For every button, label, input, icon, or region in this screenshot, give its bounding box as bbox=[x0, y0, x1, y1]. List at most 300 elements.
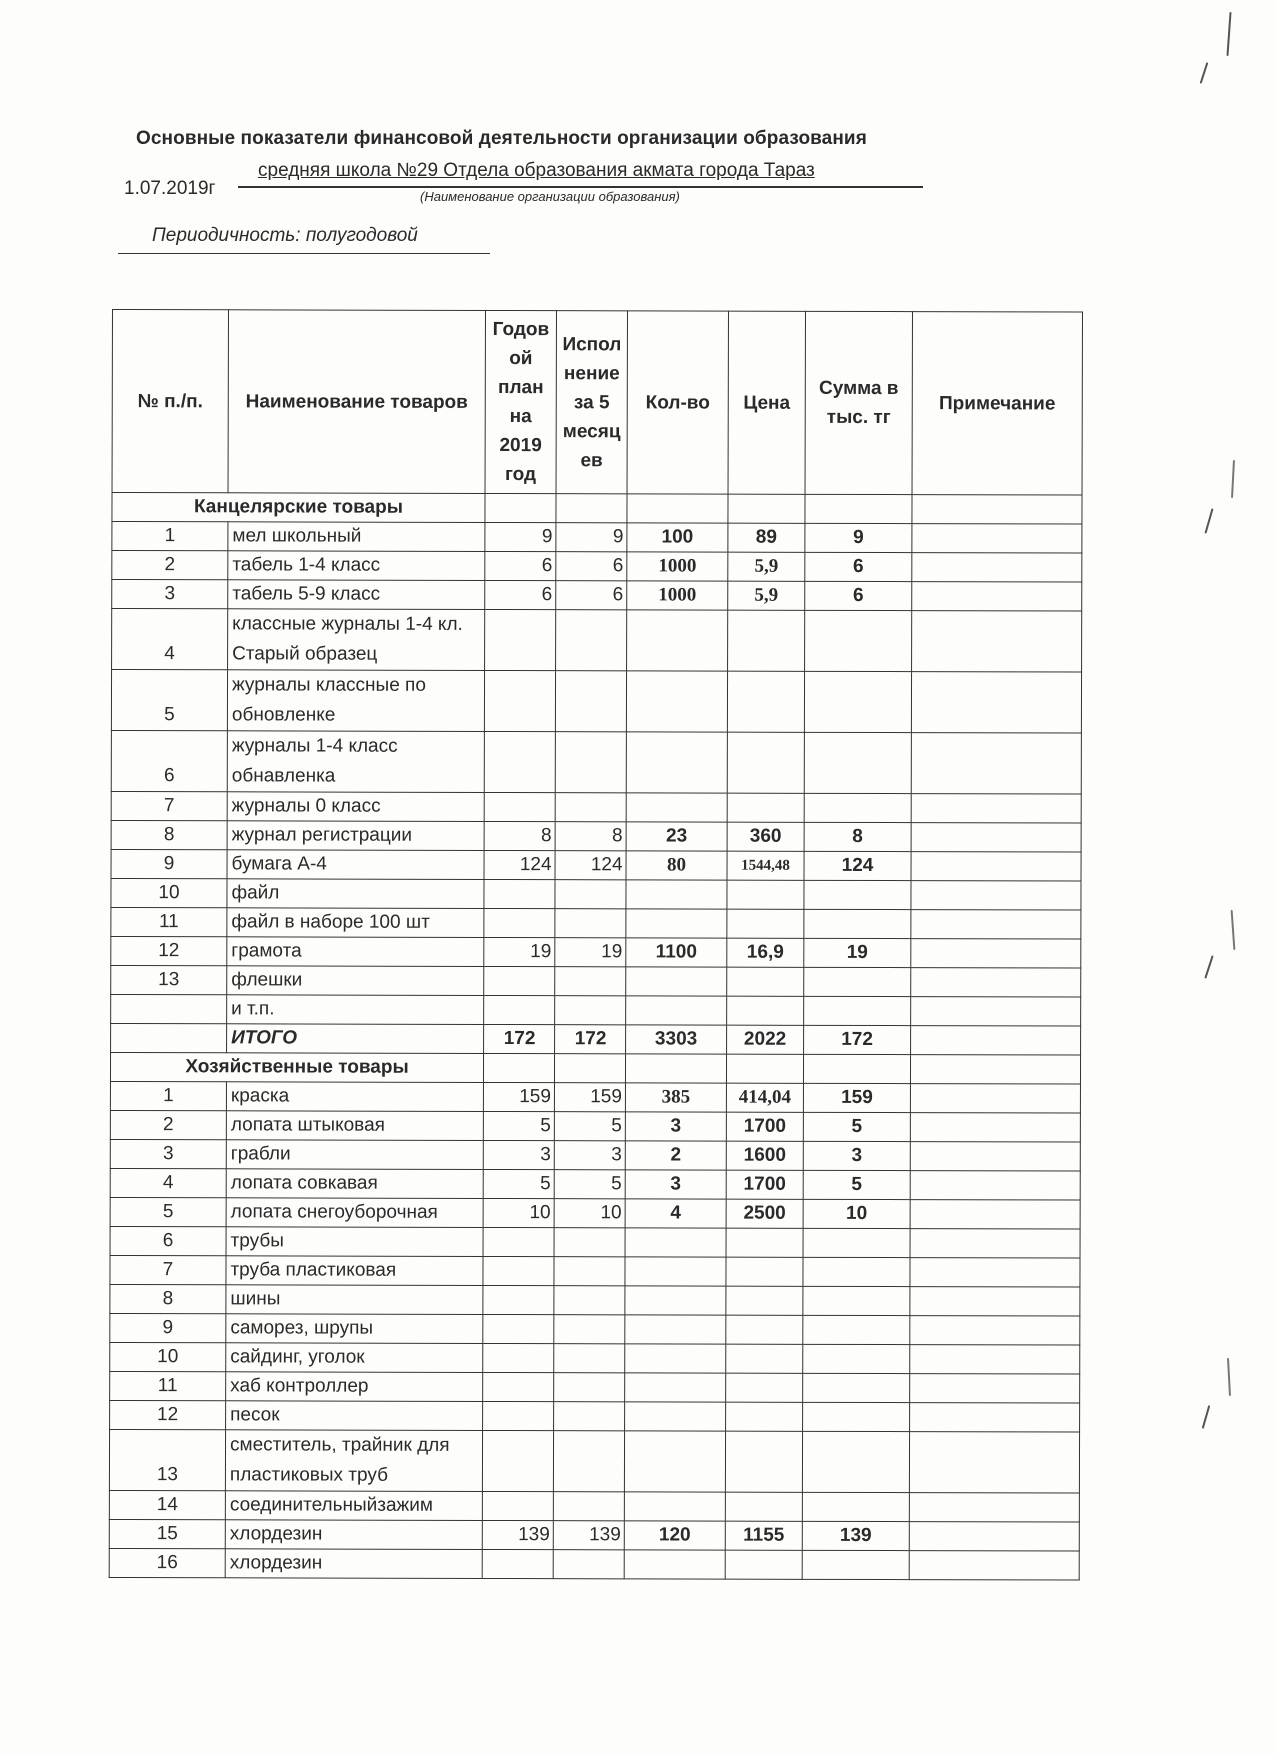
table-row bbox=[112, 609, 1082, 673]
quantity-value bbox=[625, 1315, 726, 1344]
item-name: файл в наборе 100 шт bbox=[227, 908, 484, 938]
section-sum-cell bbox=[803, 1054, 910, 1083]
total-row bbox=[111, 1023, 1081, 1055]
note-value bbox=[910, 1113, 1080, 1142]
row-number: 13 bbox=[109, 1429, 225, 1490]
price-value bbox=[726, 1344, 803, 1373]
execution-value: 5 bbox=[554, 1170, 625, 1199]
scan-mark bbox=[1204, 508, 1213, 534]
row-number: 15 bbox=[109, 1519, 225, 1548]
execution-value bbox=[554, 1228, 625, 1257]
item-name: флешки bbox=[227, 966, 484, 996]
table-row bbox=[110, 1110, 1080, 1142]
quantity-value: 1000 bbox=[627, 581, 728, 610]
sum-value: 9 bbox=[805, 523, 912, 552]
table-row bbox=[111, 670, 1081, 734]
table-row bbox=[111, 878, 1081, 910]
note-value bbox=[910, 1258, 1080, 1287]
row-number: 4 bbox=[110, 1168, 226, 1197]
sum-value bbox=[803, 1257, 910, 1286]
note-value bbox=[910, 1229, 1080, 1258]
note-value bbox=[911, 997, 1081, 1026]
table-row bbox=[111, 791, 1081, 823]
header-name: Наименование товаров bbox=[228, 310, 485, 494]
document-title: Основные показатели финансовой деятельности организации образования bbox=[136, 128, 867, 149]
section-header-row bbox=[112, 493, 1082, 525]
table-row bbox=[110, 1284, 1080, 1316]
quantity-value bbox=[626, 732, 727, 793]
row-number: 5 bbox=[110, 1197, 226, 1226]
header-line: ой bbox=[509, 348, 533, 370]
price-value bbox=[725, 1550, 802, 1579]
table-row bbox=[110, 1197, 1080, 1229]
quantity-value bbox=[624, 1431, 725, 1492]
price-value bbox=[725, 1431, 802, 1492]
quantity-value: 4 bbox=[625, 1199, 726, 1228]
sum-value: 8 bbox=[804, 822, 911, 851]
sum-value bbox=[802, 1550, 909, 1579]
execution-value: 9 bbox=[556, 523, 627, 552]
note-value bbox=[912, 611, 1082, 672]
table-row bbox=[112, 580, 1082, 612]
sum-value bbox=[804, 732, 911, 793]
note-value bbox=[909, 1493, 1079, 1522]
note-value bbox=[911, 852, 1081, 881]
row-number: 16 bbox=[109, 1548, 225, 1577]
note-value bbox=[911, 672, 1081, 733]
price-value: 1155 bbox=[725, 1521, 802, 1550]
table-row bbox=[109, 1429, 1079, 1493]
quantity-value bbox=[625, 1257, 726, 1286]
sum-value: 6 bbox=[805, 552, 912, 581]
header-qty: Кол-во bbox=[627, 311, 728, 494]
note-value bbox=[910, 1142, 1080, 1171]
row-number: 9 bbox=[110, 1313, 226, 1342]
price-value: 89 bbox=[728, 523, 805, 552]
quantity-value: 2 bbox=[625, 1141, 726, 1170]
quantity-value bbox=[625, 1228, 726, 1257]
section-note-cell bbox=[912, 495, 1082, 524]
scan-mark bbox=[1231, 910, 1236, 950]
total-sum: 172 bbox=[804, 1025, 911, 1054]
execution-value: 3 bbox=[554, 1141, 625, 1170]
sum-value bbox=[803, 1286, 910, 1315]
header-execution-lines bbox=[561, 330, 623, 475]
row-number: 11 bbox=[110, 1371, 226, 1400]
row-number: 10 bbox=[111, 878, 227, 907]
sum-value bbox=[802, 1492, 909, 1521]
note-value bbox=[911, 910, 1081, 939]
table-row bbox=[110, 1081, 1080, 1113]
item-name: саморез, шрупы bbox=[226, 1314, 483, 1344]
row-number: 14 bbox=[109, 1490, 225, 1519]
price-value bbox=[726, 1373, 803, 1402]
header-price: Цена bbox=[728, 311, 805, 494]
row-number: 6 bbox=[111, 730, 227, 791]
item-name: лопата совкавая bbox=[226, 1169, 483, 1199]
item-name: бумага А-4 bbox=[227, 850, 484, 880]
sum-value bbox=[802, 1431, 909, 1492]
execution-value bbox=[554, 1257, 625, 1286]
execution-value bbox=[555, 671, 626, 732]
price-value bbox=[727, 671, 804, 732]
item-name: труба пластиковая bbox=[226, 1256, 483, 1286]
row-number: 3 bbox=[112, 580, 228, 609]
execution-value bbox=[553, 1550, 624, 1579]
sum-value: 159 bbox=[803, 1083, 910, 1112]
annual-plan-value bbox=[482, 1491, 553, 1520]
header-line: 2019 bbox=[499, 435, 542, 457]
header-annual-plan bbox=[485, 310, 556, 493]
price-value: 360 bbox=[727, 822, 804, 851]
header-line: за 5 bbox=[573, 391, 610, 413]
sum-value bbox=[804, 967, 911, 996]
execution-value bbox=[553, 1492, 624, 1521]
header-line: на bbox=[509, 406, 532, 428]
note-value bbox=[909, 1432, 1079, 1493]
item-name: сместитель, трайник для пластиковых труб bbox=[225, 1430, 482, 1492]
row-number: 7 bbox=[111, 791, 227, 820]
note-value bbox=[910, 1316, 1080, 1345]
price-value: 16,9 bbox=[727, 938, 804, 967]
row-number: 1 bbox=[110, 1081, 226, 1110]
item-name: лопата снегоуборочная bbox=[226, 1198, 483, 1228]
total-quantity: 3303 bbox=[626, 1025, 727, 1054]
annual-plan-value: 10 bbox=[483, 1198, 554, 1227]
execution-value bbox=[555, 909, 626, 938]
annual-plan-value: 159 bbox=[483, 1082, 554, 1111]
organization-caption: (Наименование организации образования) bbox=[420, 189, 680, 204]
execution-value bbox=[554, 1286, 625, 1315]
quantity-value bbox=[625, 1373, 726, 1402]
execution-value: 19 bbox=[555, 938, 626, 967]
total-number-cell bbox=[111, 1023, 227, 1052]
item-name: грабли bbox=[226, 1140, 483, 1170]
note-value bbox=[912, 524, 1082, 553]
item-name: табель 5-9 класс bbox=[228, 580, 485, 610]
report-date: 1.07.2019г bbox=[124, 178, 216, 199]
annual-plan-value: 9 bbox=[485, 522, 556, 551]
row-number: 13 bbox=[111, 965, 227, 994]
item-name: трубы bbox=[226, 1227, 483, 1257]
quantity-value: 120 bbox=[624, 1521, 725, 1550]
section-plan-cell bbox=[485, 493, 556, 522]
item-name: классные журналы 1-4 кл. Старый образец bbox=[228, 609, 485, 671]
item-name: сайдинг, уголок bbox=[226, 1343, 483, 1373]
price-value bbox=[727, 880, 804, 909]
annual-plan-value bbox=[484, 995, 555, 1024]
header-note: Примечание bbox=[912, 312, 1082, 495]
execution-value bbox=[554, 1315, 625, 1344]
item-name: хлордезин bbox=[225, 1520, 482, 1550]
header-annual-plan-lines bbox=[490, 315, 552, 489]
table-body bbox=[109, 493, 1082, 1581]
quantity-value bbox=[626, 967, 727, 996]
item-name: журналы 1-4 класс обнавленка bbox=[227, 731, 484, 793]
row-number: 12 bbox=[110, 1400, 226, 1429]
periodicity: Периодичность: полугодовой bbox=[152, 225, 418, 246]
quantity-value bbox=[626, 671, 727, 732]
note-value bbox=[910, 1084, 1080, 1113]
row-number: 2 bbox=[110, 1110, 226, 1139]
quantity-value bbox=[627, 610, 728, 671]
item-name: журналы 0 класс bbox=[227, 792, 484, 822]
table-row bbox=[109, 1519, 1079, 1551]
section-qty-cell bbox=[625, 1054, 726, 1083]
price-value: 414,04 bbox=[726, 1083, 803, 1112]
price-value bbox=[726, 1315, 803, 1344]
note-value bbox=[910, 1403, 1080, 1432]
note-value bbox=[911, 794, 1081, 823]
annual-plan-value bbox=[482, 1430, 553, 1491]
header-line: план bbox=[497, 377, 544, 399]
row-number: 2 bbox=[112, 551, 228, 580]
execution-value bbox=[554, 1402, 625, 1431]
annual-plan-value bbox=[484, 731, 555, 792]
execution-value bbox=[555, 967, 626, 996]
section-price-cell bbox=[726, 1054, 803, 1083]
note-value bbox=[909, 1522, 1079, 1551]
row-number: 11 bbox=[111, 907, 227, 936]
price-value: 1700 bbox=[726, 1112, 803, 1141]
item-name: краска bbox=[226, 1082, 483, 1112]
execution-value bbox=[554, 1344, 625, 1373]
annual-plan-value: 3 bbox=[483, 1140, 554, 1169]
note-value bbox=[910, 1200, 1080, 1229]
quantity-value bbox=[626, 793, 727, 822]
total-price: 2022 bbox=[727, 1025, 804, 1054]
quantity-value: 3 bbox=[625, 1170, 726, 1199]
price-value bbox=[725, 1492, 802, 1521]
quantity-value bbox=[626, 996, 727, 1025]
table-row bbox=[110, 1342, 1080, 1374]
annual-plan-value bbox=[483, 1401, 554, 1430]
sum-value: 3 bbox=[803, 1141, 910, 1170]
row-number: 1 bbox=[112, 522, 228, 551]
periodicity-underline bbox=[118, 253, 490, 254]
note-value bbox=[910, 1171, 1080, 1200]
header-sum-lines bbox=[810, 374, 908, 432]
execution-value: 6 bbox=[556, 552, 627, 581]
item-name: и т.п. bbox=[227, 995, 484, 1025]
item-name: файл bbox=[227, 879, 484, 909]
section-qty-cell bbox=[627, 494, 728, 523]
price-value bbox=[726, 1402, 803, 1431]
header-num: № п./п. bbox=[112, 310, 228, 493]
price-value bbox=[726, 1228, 803, 1257]
annual-plan-value bbox=[484, 966, 555, 995]
price-value bbox=[726, 1257, 803, 1286]
quantity-value: 1100 bbox=[626, 938, 727, 967]
sum-value bbox=[803, 1228, 910, 1257]
price-value: 5,9 bbox=[728, 581, 805, 610]
header-line: нение bbox=[563, 362, 620, 384]
section-exec-cell bbox=[554, 1054, 625, 1083]
sum-value: 19 bbox=[804, 938, 911, 967]
quantity-value bbox=[624, 1550, 725, 1579]
item-name: соединительныйзажим bbox=[225, 1491, 482, 1521]
note-value bbox=[911, 733, 1081, 794]
annual-plan-value bbox=[483, 1343, 554, 1372]
header-line: Годов bbox=[492, 318, 550, 341]
annual-plan-value: 124 bbox=[484, 850, 555, 879]
item-name: журнал регистрации bbox=[227, 821, 484, 851]
quantity-value bbox=[626, 880, 727, 909]
total-execution: 172 bbox=[555, 1025, 626, 1054]
table-row bbox=[110, 1255, 1080, 1287]
note-value bbox=[910, 1287, 1080, 1316]
row-number: 8 bbox=[111, 820, 227, 849]
table-row bbox=[110, 1168, 1080, 1200]
row-number: 12 bbox=[111, 936, 227, 965]
table-row bbox=[110, 1139, 1080, 1171]
price-value: 1600 bbox=[726, 1141, 803, 1170]
table-row bbox=[111, 936, 1081, 968]
execution-value bbox=[555, 732, 626, 793]
quantity-value: 80 bbox=[626, 851, 727, 880]
item-name: хаб контроллер bbox=[226, 1372, 483, 1402]
row-number: 4 bbox=[112, 609, 228, 670]
sum-value bbox=[804, 909, 911, 938]
annual-plan-value bbox=[484, 670, 555, 731]
row-number: 5 bbox=[111, 670, 227, 731]
price-value: 1700 bbox=[726, 1170, 803, 1199]
section-title: Канцелярские товары bbox=[112, 493, 485, 523]
quantity-value bbox=[626, 909, 727, 938]
sum-value: 124 bbox=[804, 851, 911, 880]
execution-value: 10 bbox=[554, 1199, 625, 1228]
annual-plan-value bbox=[484, 792, 555, 821]
table-row bbox=[112, 522, 1082, 554]
header-sum bbox=[805, 311, 912, 494]
annual-plan-value bbox=[483, 1314, 554, 1343]
note-value bbox=[911, 968, 1081, 997]
price-value: 1544,48 bbox=[727, 851, 804, 880]
section-sum-cell bbox=[805, 494, 912, 523]
header-line: год bbox=[504, 464, 537, 486]
annual-plan-value bbox=[483, 1285, 554, 1314]
sum-value: 6 bbox=[805, 581, 912, 610]
sum-value: 5 bbox=[803, 1170, 910, 1199]
scan-mark bbox=[1227, 1358, 1231, 1396]
table-row bbox=[111, 820, 1081, 852]
annual-plan-value bbox=[482, 1549, 553, 1578]
price-value bbox=[727, 732, 804, 793]
scan-mark bbox=[1200, 62, 1209, 84]
item-name: грамота bbox=[227, 937, 484, 967]
price-value bbox=[727, 793, 804, 822]
sum-value bbox=[803, 1373, 910, 1402]
price-value bbox=[728, 610, 805, 671]
note-value bbox=[909, 1551, 1079, 1580]
quantity-value: 385 bbox=[625, 1083, 726, 1112]
item-name: журналы классные по обновленке bbox=[227, 670, 484, 732]
item-name: мел школьный bbox=[228, 522, 485, 552]
annual-plan-value bbox=[484, 908, 555, 937]
price-value bbox=[727, 967, 804, 996]
financial-indicators-table bbox=[109, 309, 1083, 1581]
quantity-value bbox=[625, 1344, 726, 1373]
header-line: месяц bbox=[562, 420, 621, 442]
note-value bbox=[911, 823, 1081, 852]
quantity-value: 100 bbox=[627, 523, 728, 552]
item-name: песок bbox=[226, 1401, 483, 1431]
annual-plan-value: 6 bbox=[485, 551, 556, 580]
organization-name: средняя школа №29 Отдела образования акмата города Тараз bbox=[258, 160, 815, 181]
table-row bbox=[110, 1400, 1080, 1432]
scan-mark bbox=[1226, 12, 1231, 56]
total-label: ИТОГО bbox=[227, 1024, 484, 1054]
annual-plan-value: 5 bbox=[483, 1169, 554, 1198]
quantity-value bbox=[625, 1402, 726, 1431]
section-title: Хозяйственные товары bbox=[110, 1052, 483, 1082]
note-value bbox=[912, 553, 1082, 582]
execution-value bbox=[554, 1373, 625, 1402]
table-row bbox=[111, 994, 1081, 1026]
note-value bbox=[911, 881, 1081, 910]
execution-value: 139 bbox=[553, 1521, 624, 1550]
execution-value bbox=[555, 793, 626, 822]
execution-value: 6 bbox=[556, 581, 627, 610]
sum-value: 139 bbox=[802, 1521, 909, 1550]
table-row bbox=[109, 1490, 1079, 1522]
table-row bbox=[111, 849, 1081, 881]
table-header-row bbox=[112, 310, 1082, 496]
quantity-value: 23 bbox=[626, 822, 727, 851]
note-value bbox=[911, 939, 1081, 968]
annual-plan-value bbox=[485, 609, 556, 670]
sum-value bbox=[804, 880, 911, 909]
table-row bbox=[109, 1548, 1079, 1580]
quantity-value: 3 bbox=[625, 1112, 726, 1141]
row-number: 7 bbox=[110, 1255, 226, 1284]
annual-plan-value bbox=[483, 1372, 554, 1401]
annual-plan-value bbox=[483, 1227, 554, 1256]
annual-plan-value: 19 bbox=[484, 937, 555, 966]
annual-plan-value bbox=[483, 1256, 554, 1285]
scan-mark bbox=[1202, 1405, 1211, 1429]
header-execution bbox=[556, 311, 627, 494]
header-line: Испол bbox=[562, 333, 622, 355]
annual-plan-value: 139 bbox=[482, 1520, 553, 1549]
table-row bbox=[110, 1371, 1080, 1403]
sum-value bbox=[804, 996, 911, 1025]
execution-value: 5 bbox=[554, 1112, 625, 1141]
execution-value: 8 bbox=[555, 822, 626, 851]
scan-mark bbox=[1204, 955, 1213, 978]
annual-plan-value bbox=[484, 879, 555, 908]
row-number: 6 bbox=[110, 1226, 226, 1255]
section-exec-cell bbox=[556, 494, 627, 523]
execution-value: 159 bbox=[554, 1083, 625, 1112]
row-number: 3 bbox=[110, 1139, 226, 1168]
quantity-value bbox=[624, 1492, 725, 1521]
price-value bbox=[727, 996, 804, 1025]
table-row bbox=[112, 551, 1082, 583]
total-note bbox=[911, 1026, 1081, 1055]
price-value: 5,9 bbox=[728, 552, 805, 581]
sum-value bbox=[804, 793, 911, 822]
price-value: 2500 bbox=[726, 1199, 803, 1228]
execution-value bbox=[555, 880, 626, 909]
row-number bbox=[111, 994, 227, 1023]
item-name: табель 1-4 класс bbox=[228, 551, 485, 581]
section-note-cell bbox=[910, 1055, 1080, 1084]
sum-value bbox=[803, 1344, 910, 1373]
annual-plan-value: 8 bbox=[484, 821, 555, 850]
execution-value: 124 bbox=[555, 851, 626, 880]
sum-value bbox=[803, 1402, 910, 1431]
